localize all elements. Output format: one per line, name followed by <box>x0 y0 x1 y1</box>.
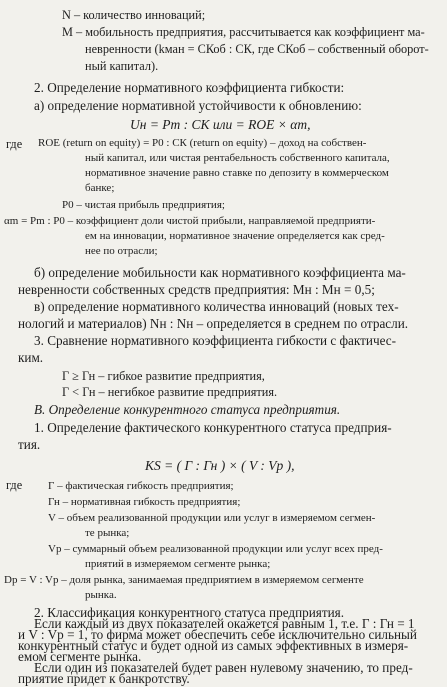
subsection-heading: а) определение нормативной устойчивости к обновлению: <box>34 98 362 113</box>
text-line: V – объем реализованной продукции или услуг в измеряемом сегмен- <box>48 512 376 524</box>
text-line: Г – фактическая гибкость предприятия; <box>48 480 234 492</box>
formula-equation: Uн = Pm : СК или = ROE × αm, <box>130 117 311 132</box>
text-line: нее по отрасли; <box>85 245 158 257</box>
text-line: тия. <box>18 437 41 452</box>
section-heading: 2. Классификация конкурентного статуса предприятия. <box>34 605 345 621</box>
where-label: где <box>6 478 23 492</box>
subsection-heading: б) определение мобильности как нормативного коэффициента ма- <box>34 265 406 280</box>
section-heading: В. Определение конкурентного статуса предприятия. <box>34 402 341 417</box>
section-heading: 3. Сравнение нормативного коэффициента гибкости с фактичес- <box>34 333 397 348</box>
formula-equation: KS = ( Г : Гн ) × ( V : Vp ), <box>145 458 295 473</box>
text-line: приятий в измеряемом сегменте рынка; <box>85 558 271 570</box>
text-line: невренности собственных средств предприятия: Мн : Мн = 0,5; <box>18 282 375 297</box>
text-line: ким. <box>18 350 44 365</box>
where-label: где <box>6 137 23 151</box>
text-line: N – количество инноваций; <box>62 8 206 22</box>
text-line: невренности (kман = СКоб : СК, где СКоб – собственный оборот- <box>85 42 429 56</box>
text-line: Г ≥ Гн – гибкое развитие предприятия, <box>62 369 265 383</box>
text-line: приятие придет к банкротству. <box>18 671 190 687</box>
text-line: M – мобильность предприятия, рассчитывается как коэффициент ма- <box>62 25 425 39</box>
text-line: банке; <box>85 182 115 194</box>
text-line: нологий и материалов) Nн : Nн – определяется в среднем по отрасли. <box>18 316 409 331</box>
text-line: Если один из показателей будет равен нулевому значению, то пред- <box>34 660 413 676</box>
text-line: и V : Vp = 1, то фирма может обеспечить себе исключительно сильный <box>18 627 417 643</box>
text-line: Если каждый из двух показателей окажется равным 1, т.е. Г : Гн = 1 <box>34 616 415 632</box>
text-line: Гн – нормативная гибкость предприятия; <box>48 496 241 508</box>
text-line: ем на инновации, нормативное значение определяется как сред- <box>85 230 385 242</box>
text-line: ROE (return on equity) = Р0 : СК (return on equity) – доход на собствен- <box>38 137 367 149</box>
text-line: рынка. <box>85 589 117 601</box>
text-line: нормативное значение равно ставке по депозиту в коммерческом <box>85 167 389 179</box>
text-line: Dp = V : Vp – доля рынка, занимаемая предприятием в измеряемом сегменте <box>4 574 364 586</box>
text-line: те рынка; <box>85 527 130 539</box>
text-line: ный капитал). <box>85 59 159 73</box>
text-line: Р0 – чистая прибыль предприятия; <box>62 199 225 211</box>
subsection-heading: в) определение нормативного количества инноваций (новых тех- <box>34 299 399 314</box>
text-line: Vp – суммарный объем реализованной продукции или услуг всех пред- <box>48 543 383 555</box>
text-line: αm = Рm : Р0 – коэффициент доли чистой прибыли, направляемой предприяти- <box>4 215 376 227</box>
section-heading: 1. Определение фактического конкурентного статуса предприя- <box>34 420 392 435</box>
text-line: емом сегменте рынка. <box>18 649 142 665</box>
text-line: конкурентный статус и будет одной из самых эффективных в измеря- <box>18 638 409 654</box>
section-heading: 2. Определение нормативного коэффициента гибкости: <box>34 80 345 95</box>
text-line: Г < Гн – негибкое развитие предприятия. <box>62 385 278 399</box>
text-line: ный капитал, или чистая рентабельность собственного капитала, <box>85 152 390 164</box>
